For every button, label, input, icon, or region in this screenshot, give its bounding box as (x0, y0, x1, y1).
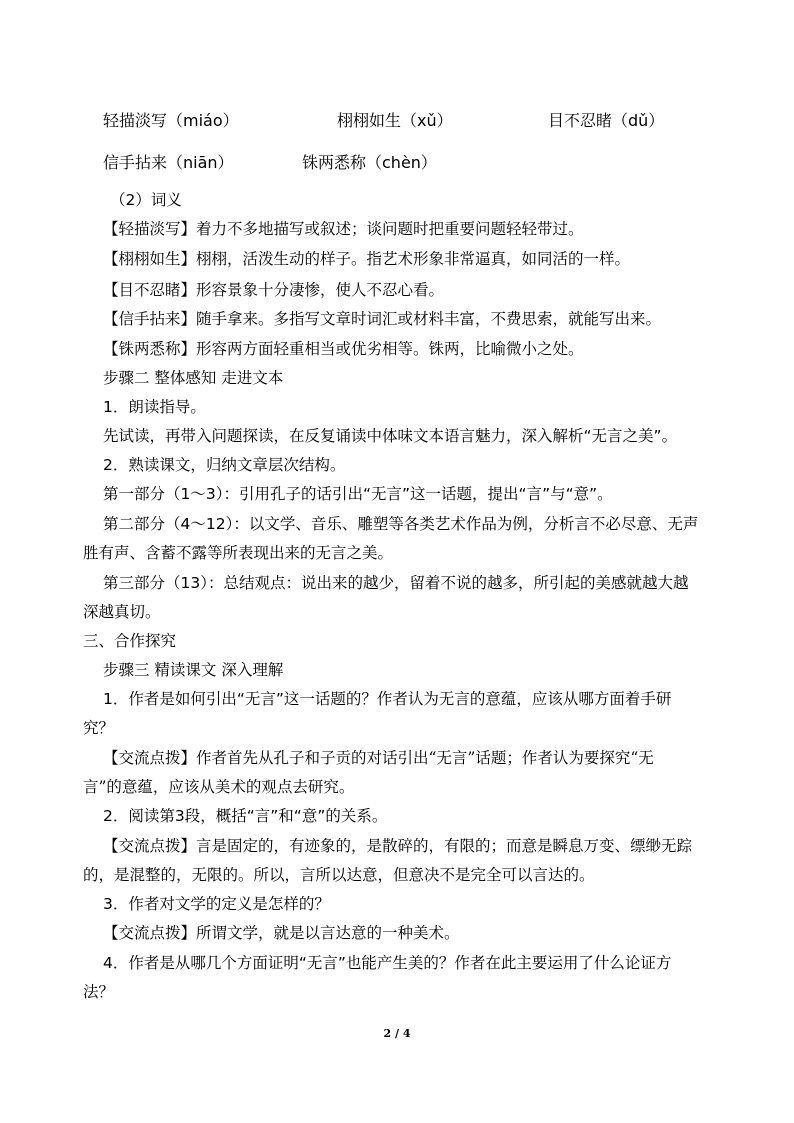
question-line: 4．作者是从哪几个方面证明“无言”也能产生美的？作者在此主要运用了什么论证方 (103, 954, 672, 972)
answer-line: 的，是混整的，无限的。所以，言所以达意，但意决不是完全可以言达的。 (83, 866, 595, 884)
definition-line: 【目不忍睹】形容景象十分凄惨，使人不忍心看。 (103, 281, 445, 299)
body-line: 第二部分（4～12）：以文学、音乐、雕塑等各类艺术作品为例，分析言不必尽意、无声 (103, 515, 699, 533)
question-line: 1．作者是如何引出“无言”这一话题的？作者认为无言的意蕴，应该从哪方面着手研 (103, 690, 672, 708)
body-line: 先试读，再带入问题探读，在反复诵读中体味文本语言魅力，深入解析“无言之美”。 (103, 427, 678, 445)
definition-line: 【信手拈来】随手拿来。多指写文章时词汇或材料丰富，不费思索，就能写出来。 (103, 310, 662, 328)
step-heading: 步骤二 整体感知 走进文本 (103, 369, 284, 387)
step-heading: 步骤三 精读课文 深入理解 (103, 661, 284, 679)
section-heading: （2）词义 (110, 191, 182, 209)
answer-line: 【交流点拨】作者首先从孔子和子贡的对话引出“无言”话题；作者认为要探究“无 (103, 749, 654, 767)
answer-line: 【交流点拨】所谓文学，就是以言达意的一种美术。 (103, 924, 460, 942)
pronunciation-item: 轻描淡写（miáo） (103, 111, 239, 130)
pronunciation-item: 栩栩如生（xǔ） (337, 111, 453, 130)
body-line: 2．熟读课文，归纳文章层次结构。 (103, 456, 346, 474)
question-line: 究？ (83, 719, 115, 737)
body-line: 第一部分（1～3）：引用孔子的话引出“无言”这一话题，提出“言”与“意”。 (103, 485, 613, 503)
body-line: 第三部分（13）：总结观点：说出来的越少，留着不说的越多，所引起的美感就越大越 (103, 574, 689, 592)
definition-line: 【铢两悉称】形容两方面轻重相当或优劣相等。铢两，比喻微小之处。 (103, 340, 584, 358)
question-line: 3．作者对文学的定义是怎样的？ (103, 895, 330, 913)
question-line: 法？ (83, 983, 115, 1001)
answer-line: 言”的意蕴，应该从美术的观点去研究。 (83, 778, 355, 796)
body-line: 胜有声、含蓄不露等所表现出来的无言之美。 (83, 544, 394, 562)
body-line: 1．朗读指导。 (103, 398, 206, 416)
pronunciation-item: 目不忍睹（dǔ） (548, 111, 665, 130)
definition-line: 【栩栩如生】栩栩，活泼生动的样子。指艺术形象非常逼真，如同活的一样。 (103, 250, 631, 268)
pronunciation-item: 信手拈来（niān） (103, 153, 234, 172)
definition-line: 【轻描淡写】着力不多地描写或叙述；谈问题时把重要问题轻轻带过。 (103, 220, 584, 238)
section-heading: 三、合作探究 (83, 632, 177, 650)
question-line: 2．阅读第3段，概括“言”和“意”的关系。 (103, 807, 388, 825)
pronunciation-item: 铢两悉称（chèn） (302, 153, 437, 172)
page-number: 2 / 4 (383, 1027, 411, 1040)
body-line: 深越真切。 (83, 603, 161, 621)
answer-line: 【交流点拨】言是固定的，有迹象的，是散碎的，有限的；而意是瞬息万变、缥缈无踪 (103, 837, 693, 855)
